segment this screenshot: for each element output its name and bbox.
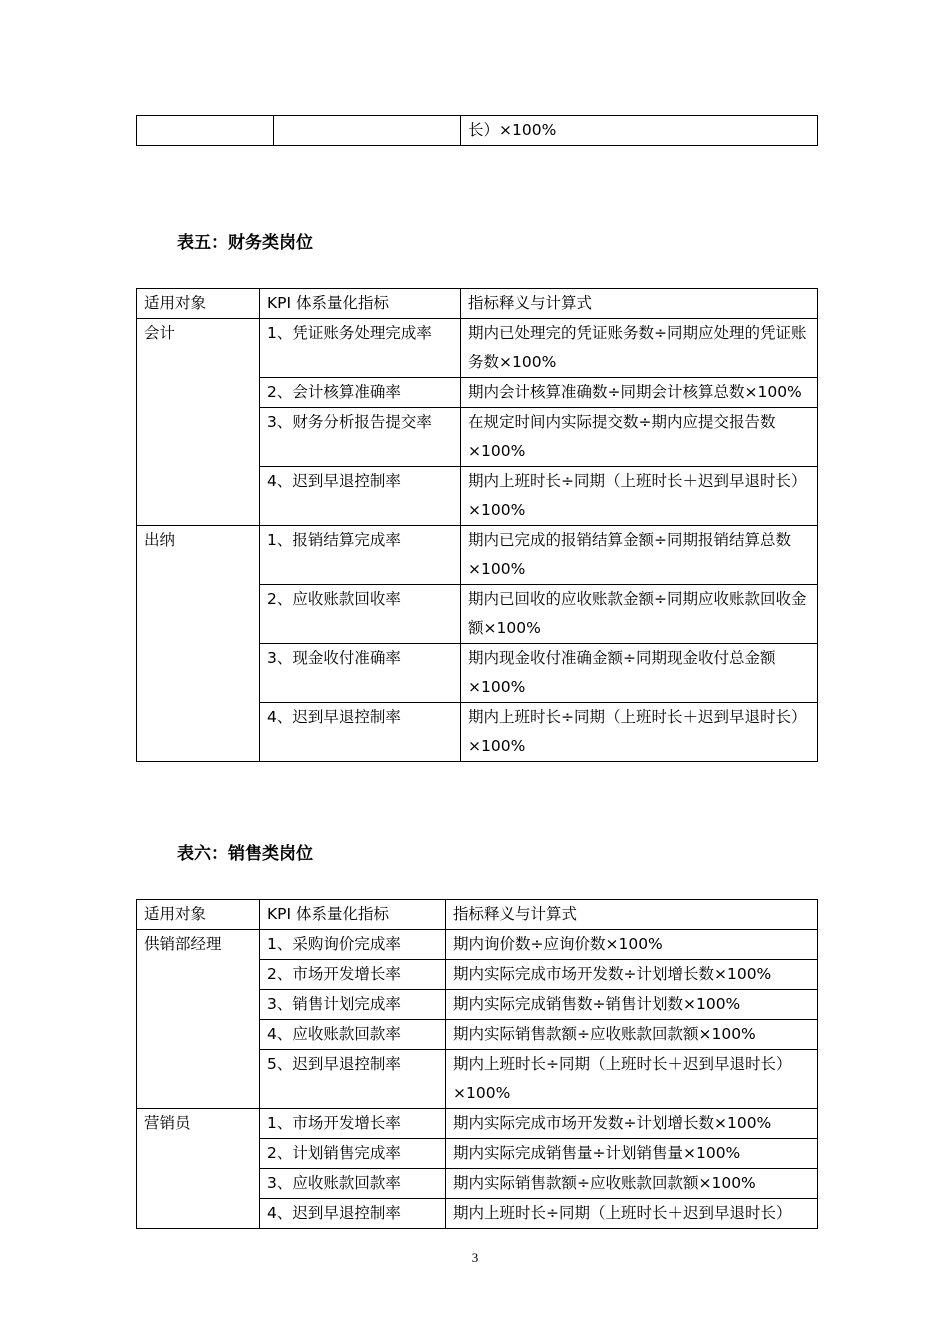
formula-cell: 期内上班时长÷同期（上班时长＋迟到早退时长）×100% (461, 467, 818, 526)
formula-cell: 期内已完成的报销结算金额÷同期报销结算总数×100% (461, 526, 818, 585)
table-row (137, 930, 818, 960)
kpi-cell: 1、凭证账务处理完成率 (260, 319, 461, 378)
kpi-cell: 3、现金收付准确率 (260, 644, 461, 703)
kpi-cell: 4、迟到早退控制率 (260, 703, 461, 762)
table-header-row (137, 900, 818, 930)
formula-cell: 在规定时间内实际提交数÷期内应提交报告数×100% (461, 408, 818, 467)
formula-cell: 期内询价数÷应询价数×100% (446, 930, 818, 960)
table-row (137, 319, 818, 378)
sales-kpi-table (136, 899, 818, 1229)
table6-title: 表六：销售类岗位 (177, 844, 313, 864)
kpi-cell: 4、应收账款回款率 (260, 1020, 446, 1050)
column-header: KPI 体系量化指标 (260, 900, 446, 930)
table-row (137, 1109, 818, 1139)
formula-cell: 期内实际完成销售数÷销售计划数×100% (446, 990, 818, 1020)
formula-cell: 期内已回收的应收账款金额÷同期应收账款回收金额×100% (461, 585, 818, 644)
formula-cell: 期内实际销售款额÷应收账款回款额×100% (446, 1169, 818, 1199)
table-header-row (137, 289, 818, 319)
table-row (137, 116, 818, 146)
column-header: 适用对象 (137, 289, 260, 319)
formula-cell: 期内实际销售款额÷应收账款回款额×100% (446, 1020, 818, 1050)
kpi-cell: 1、采购询价完成率 (260, 930, 446, 960)
formula-cell: 期内会计核算准确数÷同期会计核算总数×100% (461, 378, 818, 408)
formula-cell: 期内上班时长÷同期（上班时长＋迟到早退时长）×100% (446, 1050, 818, 1109)
table-cell (274, 116, 461, 146)
kpi-cell: 3、应收账款回款率 (260, 1169, 446, 1199)
table-cell: 长）×100% (461, 116, 818, 146)
formula-cell: 期内现金收付准确金额÷同期现金收付总金额×100% (461, 644, 818, 703)
kpi-cell: 5、迟到早退控制率 (260, 1050, 446, 1109)
kpi-cell: 4、迟到早退控制率 (260, 467, 461, 526)
target-cell: 出纳 (137, 526, 260, 762)
kpi-cell: 2、会计核算准确率 (260, 378, 461, 408)
formula-cell: 期内上班时长÷同期（上班时长＋迟到早退时长）×100% (461, 703, 818, 762)
column-header: 指标释义与计算式 (461, 289, 818, 319)
formula-cell: 期内上班时长÷同期（上班时长＋迟到早退时长） (446, 1199, 818, 1229)
kpi-cell: 2、计划销售完成率 (260, 1139, 446, 1169)
column-header: 指标释义与计算式 (446, 900, 818, 930)
target-cell: 供销部经理 (137, 930, 260, 1109)
kpi-cell: 3、销售计划完成率 (260, 990, 446, 1020)
kpi-cell: 1、市场开发增长率 (260, 1109, 446, 1139)
table5-title: 表五：财务类岗位 (177, 233, 313, 253)
table-row (137, 526, 818, 585)
column-header: KPI 体系量化指标 (260, 289, 461, 319)
kpi-cell: 2、市场开发增长率 (260, 960, 446, 990)
page-number: 3 (471, 1250, 479, 1265)
table-cell (137, 116, 274, 146)
formula-cell: 期内实际完成市场开发数÷计划增长数×100% (446, 1109, 818, 1139)
kpi-cell: 3、财务分析报告提交率 (260, 408, 461, 467)
target-cell: 会计 (137, 319, 260, 526)
kpi-cell: 1、报销结算完成率 (260, 526, 461, 585)
kpi-cell: 2、应收账款回收率 (260, 585, 461, 644)
target-cell: 营销员 (137, 1109, 260, 1229)
formula-cell: 期内已处理完的凭证账务数÷同期应处理的凭证账务数×100% (461, 319, 818, 378)
kpi-cell: 4、迟到早退控制率 (260, 1199, 446, 1229)
continued-table (136, 115, 818, 146)
finance-kpi-table (136, 288, 818, 762)
formula-cell: 期内实际完成市场开发数÷计划增长数×100% (446, 960, 818, 990)
formula-cell: 期内实际完成销售量÷计划销售量×100% (446, 1139, 818, 1169)
column-header: 适用对象 (137, 900, 260, 930)
